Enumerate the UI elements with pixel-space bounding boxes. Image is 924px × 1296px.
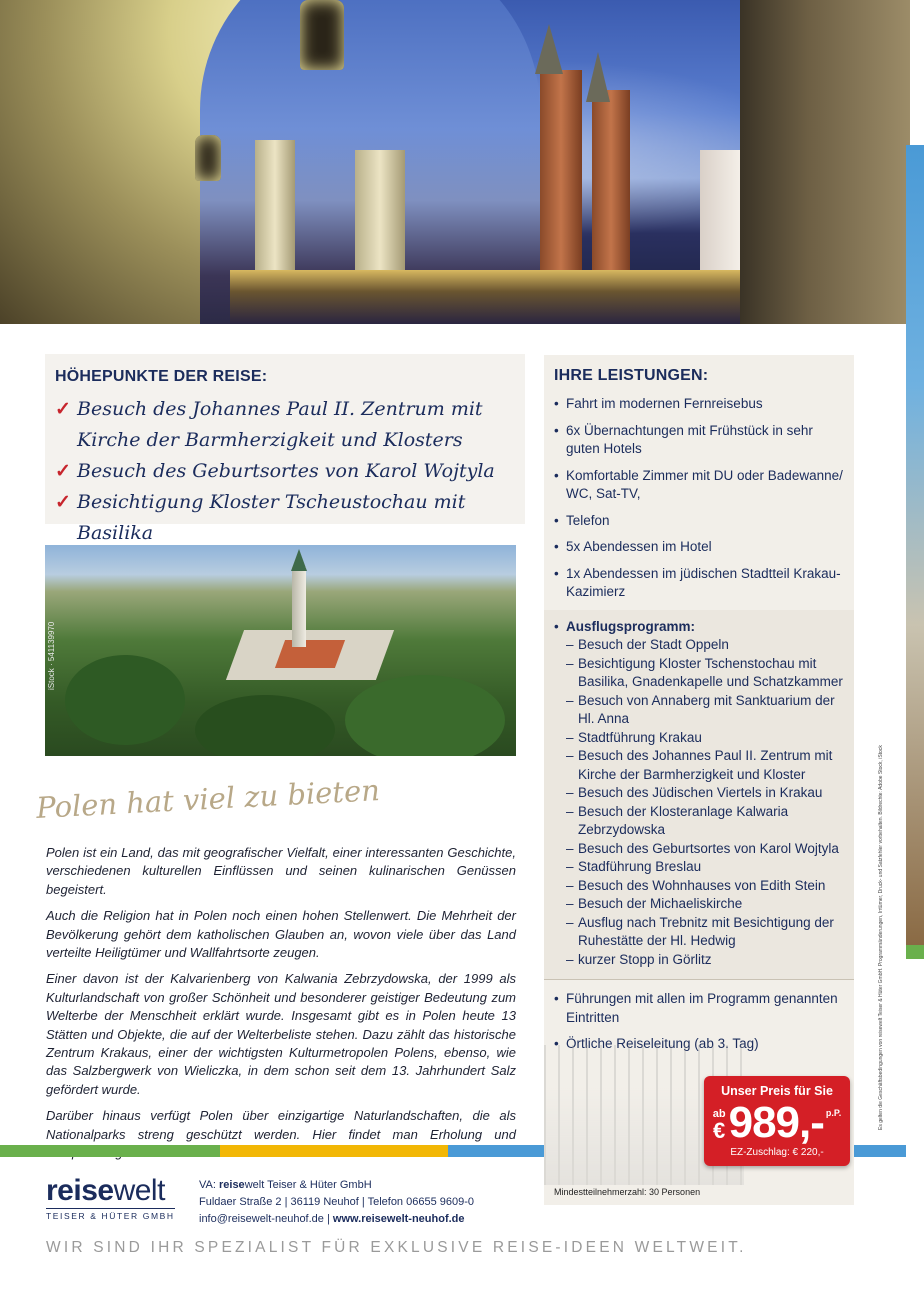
- highlights-title: HÖHEPUNKTE DER REISE:: [55, 368, 268, 385]
- leistung-text: Örtliche Reiseleitung (ab 3. Tag): [566, 1036, 759, 1051]
- ausflug-text: Besuch der Klosteranlage Kalwaria Zebrzydowska: [578, 803, 789, 837]
- ausflug-text: kurzer Stopp in Görlitz: [578, 951, 712, 967]
- leistung-item: [554, 990, 844, 1027]
- bullet-icon: •: [554, 539, 559, 554]
- bullet-icon: •: [554, 396, 559, 411]
- photo-tree: [195, 695, 335, 756]
- price-per-person: p.P.: [825, 1108, 842, 1118]
- dash-icon: –: [566, 655, 574, 671]
- logo-accent: welt: [113, 1174, 165, 1207]
- price-row: [704, 1100, 850, 1146]
- footer-slogan: WIR SIND IHR SPEZIALIST FÜR EXKLUSIVE REISE-IDEEN WELTWEIT.: [46, 1239, 747, 1256]
- email-link[interactable]: info@reisewelt-neuhof.de: [199, 1213, 324, 1225]
- photo-tree: [65, 655, 185, 745]
- highlights-box: [45, 354, 525, 544]
- ausflug-item: [566, 951, 844, 970]
- footer-address: [199, 1177, 474, 1228]
- dash-icon: –: [566, 859, 574, 874]
- ausflug-text: Besuch des Wohnhauses von Edith Stein: [578, 877, 826, 893]
- ausflug-text: Stadtführung Krakau: [578, 729, 702, 745]
- ausflug-section: [544, 610, 854, 980]
- check-icon: ✓: [55, 491, 71, 513]
- ausflug-item: [566, 692, 844, 729]
- separator: |: [323, 1213, 333, 1225]
- hero-tower: [540, 70, 582, 270]
- hero-spire: [535, 24, 563, 74]
- footer-address-line: Fuldaer Straße 2 | 36119 Neuhof | Telefon 06655 9609-0: [199, 1196, 474, 1208]
- leistung-item: [554, 565, 844, 602]
- highlight-item: [55, 394, 515, 456]
- photo-credit: iStock · 541139970: [47, 621, 56, 690]
- leistung-item: [554, 512, 844, 531]
- hero-wall: [740, 0, 910, 324]
- dash-icon: –: [566, 803, 574, 819]
- dash-icon: –: [566, 729, 574, 745]
- va-rest: welt Teiser & Hüter GmbH: [244, 1179, 372, 1191]
- ausflug-item: [566, 840, 844, 859]
- bullet-icon: •: [554, 618, 559, 634]
- dash-icon: –: [566, 914, 574, 930]
- hero-spire: [586, 52, 610, 102]
- leistung-text: Komfortable Zimmer mit DU oder Badewanne/ WC, Sat-TV,: [566, 467, 843, 501]
- leistung-item: [554, 538, 844, 557]
- highlight-item: [55, 456, 515, 487]
- logo-subtitle: TEISER & HÜTER GMBH: [46, 1208, 175, 1221]
- bullet-icon: •: [554, 991, 559, 1006]
- ausflug-item: [566, 914, 844, 951]
- dash-icon: –: [566, 748, 574, 763]
- ausflug-list: [566, 636, 844, 969]
- web-link[interactable]: www.reisewelt-neuhof.de: [332, 1213, 465, 1225]
- reisewelt-logo[interactable]: [46, 1176, 175, 1221]
- article-paragraph: Darüber hinaus verfügt Polen über einzigartige Naturlandschaften, die als Nationalparks streng geschützt werden. Hier findet man Erholung und: [46, 1108, 516, 1142]
- va-prefix: VA:: [199, 1179, 219, 1191]
- ausflug-item: [566, 747, 844, 784]
- article-paragraph: Auch die Religion hat in Polen noch einen hohen Stellenwert. Die Mehrheit der Bevölkerung gehört dem katholischen Glauben an, wovon viele über das Land verteilte Heiligtümer und Wallfahrtsorte zeugen.: [46, 908, 516, 961]
- photo-steeple: [292, 567, 306, 647]
- highlight-item: [55, 487, 515, 549]
- price-ez-supplement: EZ-Zuschlag: € 220,-: [730, 1147, 824, 1158]
- min-participants: Mindestteilnehmerzahl: 30 Personen: [554, 1187, 701, 1197]
- ausflug-text: Besuch der Stadt Oppeln: [578, 637, 729, 652]
- hero-lamp: [300, 0, 344, 70]
- legal-side-note: Es gelten die Geschäftsbedingungen von reisewelt Teiser & Hüter GmbH. Programmänderungen, Irrtümer, Druck- und Satzfehler vorbehalten. Bildrechte: Adobe Stock, iStock: [878, 745, 884, 1130]
- ausflug-text: Ausflug nach Trebnitz mit Besichtigung der Ruhestätte der Hl. Hedwig: [578, 914, 834, 948]
- leistung-text: 1x Abendessen im jüdischen Stadtteil Krakau-Kazimierz: [566, 565, 841, 599]
- ausflug-item: [566, 803, 844, 840]
- footer-va-line: [199, 1177, 474, 1194]
- ausflug-item: [566, 784, 844, 803]
- adjacent-page-strip: [906, 145, 924, 945]
- hero-tower: [592, 90, 630, 270]
- article-title: Polen hat viel zu bieten: [35, 773, 381, 825]
- article-paragraph: Polen ist ein Land, das mit geografischer Vielfalt, einer interessanten Geschichte, verschiedenen kulturellen Einflüssen und seinen kulinarischen Genüssen begeistert.: [46, 845, 516, 897]
- highlight-text: Besuch des Johannes Paul II. Zentrum mit Kirche der Barmherzigkeit und Klosters: [77, 398, 483, 451]
- ausflug-text: Besuch des Geburtsortes von Karol Wojtyla: [578, 840, 839, 856]
- leistung-item: [554, 467, 844, 504]
- leistung-text: 6x Übernachtungen mit Frühstück in sehr guten Hotels: [566, 422, 813, 456]
- hero-photo-krakow: [0, 0, 910, 324]
- dash-icon: –: [566, 785, 574, 800]
- dash-icon: –: [566, 692, 574, 708]
- hero-lamp: [195, 135, 221, 181]
- highlight-text: Besuch des Geburtsortes von Karol Wojtyla: [77, 460, 495, 482]
- article-paragraph: Einer davon ist der Kalvarienberg von Kalwania Zebrzydowska, der 1999 als Kulturlandschaft von großer Schönheit und besonderer geistiger Bedeutung zum Welterbe der Menschheit erklärt wurde. Insgesamt gibt es in Polen heute 13 Stätten und Objekte, die auf der Welterbeliste stehen. Dazu zählt das historische Zentrum Krakaus, einer der wichtigsten Kulturmetropolen Polens, ebenso, wie das Salzbergwerk von Wieliczka, in dem schon seit dem 13. Jahrhundert Salz gefördert wurde.: [46, 971, 516, 1097]
- bullet-icon: •: [554, 467, 559, 483]
- check-icon: ✓: [55, 398, 71, 420]
- ausflug-text: Besichtigung Kloster Tschenstochau mit Basilika, Gnadenkapelle und Schatzkammer: [578, 655, 843, 689]
- article-body: [46, 844, 516, 1171]
- dash-icon: –: [566, 637, 574, 652]
- highlights-list: [55, 394, 515, 549]
- color-band-blue: [448, 1145, 544, 1157]
- ausflug-text: Besuch der Michaeliskirche: [578, 896, 743, 911]
- ausflug-text: Besuch des Johannes Paul II. Zentrum mit Kirche der Barmherzigkeit und Kloster: [578, 748, 833, 782]
- leistungen-title: IHRE LEISTUNGEN:: [554, 367, 709, 384]
- color-band-yellow: [220, 1145, 448, 1157]
- dash-icon: –: [566, 877, 574, 893]
- price-label: Unser Preis für Sie: [721, 1084, 833, 1098]
- dash-icon: –: [566, 951, 574, 967]
- ausflug-text: Stadführung Breslau: [578, 859, 702, 874]
- bullet-icon: •: [554, 422, 559, 438]
- price-value: 989,-: [728, 1098, 824, 1147]
- dash-icon: –: [566, 896, 574, 911]
- ausflug-item: [566, 655, 844, 692]
- leistung-text: Fahrt im modernen Fernreisebus: [566, 396, 763, 411]
- bullet-icon: •: [554, 1036, 559, 1051]
- hero-plaza: [230, 270, 790, 324]
- check-icon: ✓: [55, 460, 71, 482]
- dash-icon: –: [566, 840, 574, 856]
- logo-main: reise: [46, 1174, 114, 1207]
- color-band-green: [0, 1145, 220, 1157]
- photo-steeple-top: [291, 549, 307, 571]
- footer-contact-line: [199, 1211, 474, 1228]
- ausflug-text: Besuch des Jüdischen Viertels in Krakau: [578, 785, 823, 800]
- price-badge: [704, 1076, 850, 1166]
- va-bold: reise: [218, 1179, 245, 1191]
- color-band-blue: [854, 1145, 906, 1157]
- extra-section: [544, 979, 854, 1054]
- aerial-photo-jasna-gora: [45, 545, 516, 756]
- ausflug-heading: [554, 618, 844, 637]
- leistung-text: Führungen mit allen im Programm genannten Eintritten: [566, 991, 838, 1025]
- price-prefix: [713, 1108, 726, 1142]
- ausflug-item: [566, 877, 844, 896]
- photo-tree: [345, 675, 505, 756]
- highlight-text: Besichtigung Kloster Tscheustochau mit Basilika: [77, 491, 466, 544]
- ausflug-text: Besuch von Annaberg mit Sanktuarium der Hl. Anna: [578, 692, 835, 726]
- leistung-text: 5x Abendessen im Hotel: [566, 539, 712, 554]
- adjacent-page-green: [906, 945, 924, 959]
- ausflug-item: [566, 895, 844, 914]
- price-ab: ab: [712, 1108, 726, 1120]
- leistung-text: Telefon: [566, 512, 610, 528]
- ausflug-item: [566, 858, 844, 877]
- leistung-item: [554, 395, 844, 414]
- ausflug-title: Ausflugsprogramm:: [566, 618, 696, 634]
- photo-roof: [275, 640, 345, 668]
- bullet-icon: •: [554, 565, 559, 581]
- logo-wordmark: [46, 1176, 175, 1206]
- leistung-item: [554, 422, 844, 459]
- ausflug-item: [566, 636, 844, 655]
- ausflug-item: [566, 729, 844, 748]
- euro-icon: €: [713, 1118, 726, 1143]
- bullet-icon: •: [554, 512, 559, 528]
